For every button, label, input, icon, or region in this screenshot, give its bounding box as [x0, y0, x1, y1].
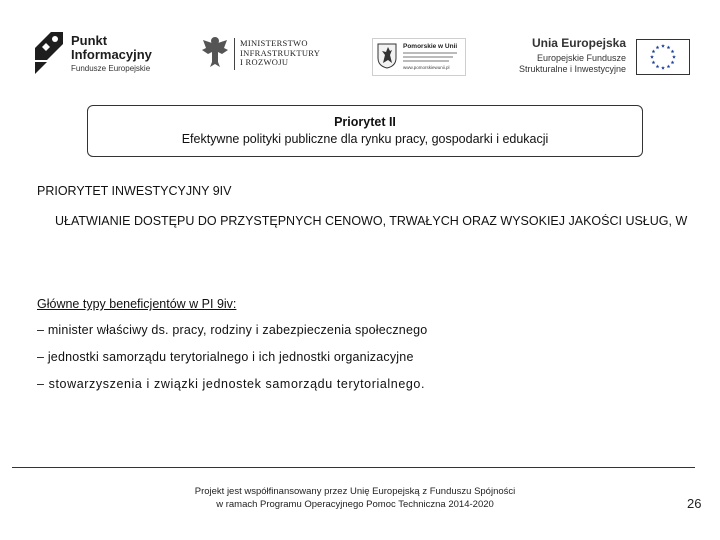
footer-line1: Projekt jest współfinansowany przez Unię Europejską z Funduszu Spójności	[194, 486, 516, 497]
beneficiary-item: – stowarzyszenia i związki jednostek samorządu terytorialnego.	[37, 377, 426, 391]
priority-subtitle: Efektywne polityki publiczne dla rynku pracy, gospodarki i edukacji	[181, 132, 549, 146]
pomorskie-subtitle-line	[403, 60, 449, 62]
page-number: 26	[687, 496, 702, 511]
ministerstwo-line1: MINISTERSTWO	[240, 38, 308, 48]
ministerstwo-line2: INFRASTRUKTURY	[240, 47, 321, 58]
griffin-crest-icon	[377, 43, 397, 69]
punkt-logo-line2: Informacyjny	[71, 47, 152, 62]
footer-divider	[12, 467, 695, 468]
unia-logo-line2: Europejskie Fundusze	[536, 53, 626, 63]
pomorskie-subtitle-line	[403, 56, 453, 58]
footer-line2: w ramach Programu Operacyjnego Pomoc Techniczna 2014-2020	[216, 499, 494, 510]
pomorskie-logo	[372, 38, 466, 76]
logo-bar	[0, 0, 720, 90]
eu-flag-icon	[636, 39, 690, 75]
ministerstwo-text	[240, 39, 320, 68]
pomorskie-url: www.pomorskiewunii.pl	[403, 65, 450, 70]
unia-logo-line3: Strukturalne i Inwestycyjne	[518, 64, 626, 74]
priority-title: Priorytet II	[334, 115, 396, 129]
punkt-informacyjny-logo	[33, 28, 163, 80]
footer-text	[145, 485, 565, 511]
unia-logo-line1: Unia Europejska	[531, 36, 626, 50]
eagle-emblem-icon	[200, 34, 230, 70]
beneficiary-item: – jednostki samorządu terytorialnego i ich jednostki organizacyjne	[37, 350, 414, 364]
ministerstwo-separator	[234, 38, 235, 70]
priority-title-box	[87, 105, 643, 157]
ministerstwo-logo	[200, 34, 340, 74]
investment-priority-description: UŁATWIANIE DOSTĘPU DO PRZYSTĘPNYCH CENOWO, TRWAŁYCH ORAZ WYSOKIEJ JAKOŚCI USŁUG, W	[55, 214, 688, 228]
pomorskie-subtitle-line	[403, 52, 457, 54]
ministerstwo-line3: I ROZWOJU	[240, 57, 289, 67]
investment-priority-heading: PRIORYTET INWESTYCYJNY 9IV	[37, 184, 232, 198]
pomorskie-title: Pomorskie w Unii	[403, 43, 458, 50]
punkt-logo-line1: Punkt	[71, 33, 108, 48]
unia-europejska-logo	[520, 36, 690, 76]
punkt-logo-line3: Fundusze Europejskie	[71, 64, 151, 73]
beneficiary-item: – minister właściwy ds. pracy, rodziny i zabezpieczenia społecznego	[37, 323, 428, 337]
beneficiaries-heading: Główne typy beneficjentów w PI 9iv:	[37, 297, 237, 311]
punkt-informacyjny-icon	[33, 30, 65, 76]
